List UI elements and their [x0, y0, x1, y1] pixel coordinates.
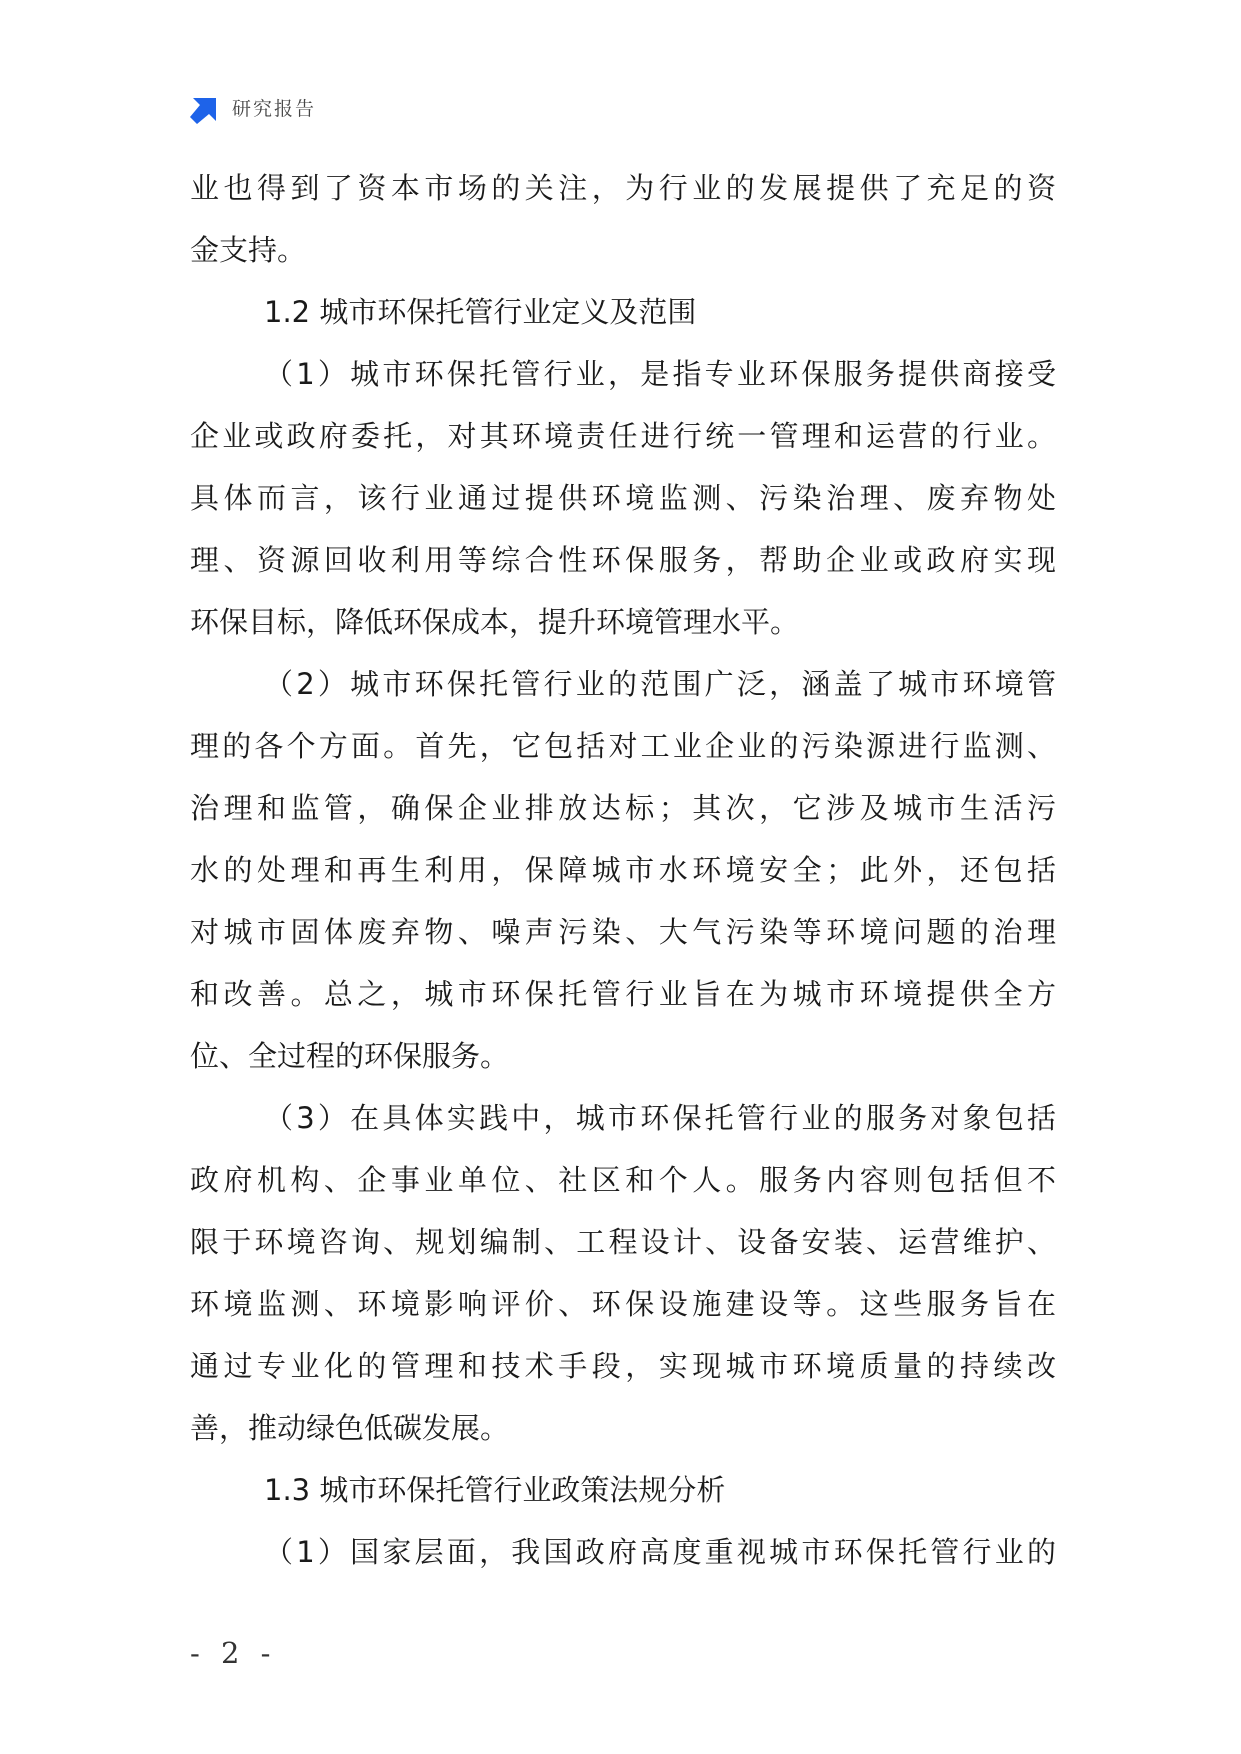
page-number: - 2 - [190, 1636, 277, 1670]
report-header [190, 90, 316, 124]
body-line: 业也得到了资本市场的关注，为行业的发展提供了充足的资 [190, 171, 1056, 205]
body-line: 通过专业化的管理和技术手段，实现城市环境质量的持续改 [190, 1349, 1056, 1383]
document-body [190, 157, 1056, 1583]
paragraph-first-line: （1）国家层面，我国政府高度重视城市环保托管行业的 [264, 1535, 1056, 1569]
body-line: 治理和监管，确保企业排放达标；其次，它涉及城市生活污 [190, 791, 1056, 825]
body-line: 善，推动绿色低碳发展。 [190, 1411, 510, 1445]
body-line: 政府机构、企事业单位、社区和个人。服务内容则包括但不 [190, 1163, 1056, 1197]
section-heading: 1.3 城市环保托管行业政策法规分析 [264, 1473, 726, 1507]
paragraph-first-line: （1）城市环保托管行业，是指专业环保服务提供商接受 [264, 357, 1056, 391]
body-line: 理、资源回收利用等综合性环保服务，帮助企业或政府实现 [190, 543, 1056, 577]
body-line: 环保目标，降低环保成本，提升环境管理水平。 [190, 605, 800, 639]
body-line: 具体而言，该行业通过提供环境监测、污染治理、废弃物处 [190, 481, 1056, 515]
body-line: 对城市固体废弃物、噪声污染、大气污染等环境问题的治理 [190, 915, 1056, 949]
body-line: 水的处理和再生利用，保障城市水环境安全；此外，还包括 [190, 853, 1056, 887]
body-line: 和改善。总之，城市环保托管行业旨在为城市环境提供全方 [190, 977, 1056, 1011]
paragraph-first-line: （3）在具体实践中，城市环保托管行业的服务对象包括 [264, 1101, 1056, 1135]
body-line: 限于环境咨询、规划编制、工程设计、设备安装、运营维护、 [190, 1225, 1056, 1259]
body-line: 企业或政府委托，对其环境责任进行统一管理和运营的行业。 [190, 419, 1056, 453]
body-line: 位、全过程的环保服务。 [190, 1039, 510, 1073]
paragraph-first-line: （2）城市环保托管行业的范围广泛，涵盖了城市环境管 [264, 667, 1056, 701]
body-line: 理的各个方面。首先，它包括对工业企业的污染源进行监测、 [190, 729, 1056, 763]
section-heading: 1.2 城市环保托管行业定义及范围 [264, 295, 697, 329]
header-title: 研究报告 [232, 97, 317, 120]
body-line: 金支持。 [190, 233, 307, 267]
body-line: 环境监测、环境影响评价、环保设施建设等。这些服务旨在 [190, 1287, 1056, 1321]
arrow-logo-icon [190, 90, 224, 124]
